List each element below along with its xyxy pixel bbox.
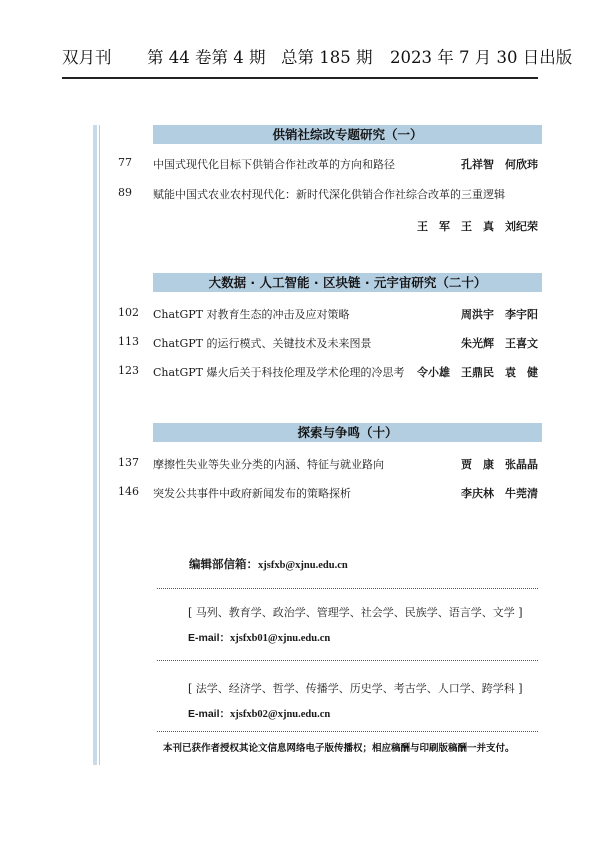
article-title: ChatGPT 对教育生态的冲击及应对策略 <box>153 308 350 321</box>
subject-group-2: [ 法学、经济学、哲学、传播学、历史学、考古学、人口学、跨学科 ] <box>188 682 523 695</box>
group-2-email <box>188 706 330 721</box>
page-number: 77 <box>118 156 132 169</box>
article-authors: 王 军 王 真 刘纪荣 <box>417 220 538 233</box>
article-title: 中国式现代化目标下供销合作社改革的方向和路径 <box>153 158 395 171</box>
decorative-side-line <box>99 125 100 765</box>
article-authors: 贾 康 张晶晶 <box>461 458 538 471</box>
email-label: E-mail： <box>188 708 231 720</box>
section-title-1: 供销社综改专题研究（一） <box>153 125 542 144</box>
dotted-divider <box>157 588 538 589</box>
toc-entry[interactable] <box>118 306 538 324</box>
page-number: 137 <box>118 456 139 469</box>
email-address[interactable]: xjsfxb02@xjnu.edu.cn <box>230 709 331 720</box>
dotted-divider <box>157 731 538 732</box>
toc-entry[interactable] <box>118 456 538 474</box>
page-number: 113 <box>118 335 139 348</box>
decorative-side-bar <box>93 125 97 765</box>
section-title-2: 大数据 · 人工智能 · 区块链 · 元宇宙研究（二十） <box>153 273 542 292</box>
journal-header <box>62 44 573 70</box>
dotted-divider <box>157 660 538 661</box>
article-authors: 李庆林 牛莞清 <box>461 487 538 500</box>
article-title: ChatGPT 的运行模式、关键技术及未来图景 <box>153 337 372 350</box>
mailbox-email[interactable]: xjsfxb@xjnu.edu.cn <box>258 560 348 571</box>
article-title: ChatGPT 爆火后关于科技伦理及学术伦理的冷思考 <box>153 366 405 379</box>
total-issue-label: 总第 185 期 <box>281 48 373 67</box>
section-title-3: 探索与争鸣（十） <box>153 423 542 442</box>
publication-date: 2023 年 7 月 30 日出版 <box>390 48 573 67</box>
article-authors: 孔祥智 何欣玮 <box>461 158 538 171</box>
group-1-email <box>188 630 330 645</box>
page-number: 102 <box>118 306 139 319</box>
article-authors: 朱光辉 王喜文 <box>461 337 538 350</box>
toc-entry[interactable] <box>118 186 538 204</box>
volume-issue-label: 第 44 卷第 4 期 <box>147 48 266 67</box>
page-number: 123 <box>118 364 139 377</box>
email-address[interactable]: xjsfxb01@xjnu.edu.cn <box>230 633 331 644</box>
subject-group-1: [ 马列、教育学、政治学、管理学、社会学、民族学、语言学、文学 ] <box>188 606 523 619</box>
editorial-mailbox <box>189 556 348 572</box>
header-rule <box>62 77 538 79</box>
article-authors: 周洪宇 李宇阳 <box>461 308 538 321</box>
toc-entry[interactable] <box>118 364 538 382</box>
article-authors: 令小雄 王鼎民 袁 健 <box>417 366 538 379</box>
toc-entry[interactable] <box>118 335 538 353</box>
mailbox-label: 编辑部信箱： <box>189 557 258 571</box>
page-number: 89 <box>118 186 132 199</box>
article-title: 摩擦性失业等失业分类的内涵、特征与就业路向 <box>153 458 384 471</box>
article-title: 突发公共事件中政府新闻发布的策略探析 <box>153 487 351 500</box>
copyright-footnote: 本刊已获作者授权其论文信息网络电子版传播权；相应稿酬与印刷版稿酬一并支付。 <box>163 743 515 754</box>
email-label: E-mail： <box>188 632 231 644</box>
toc-entry[interactable] <box>118 485 538 503</box>
article-title: 赋能中国式农业农村现代化：新时代深化供销合作社综合改革的三重逻辑 <box>153 188 505 201</box>
page-number: 146 <box>118 485 139 498</box>
toc-entry[interactable] <box>118 156 538 174</box>
frequency-label: 双月刊 <box>62 48 112 67</box>
